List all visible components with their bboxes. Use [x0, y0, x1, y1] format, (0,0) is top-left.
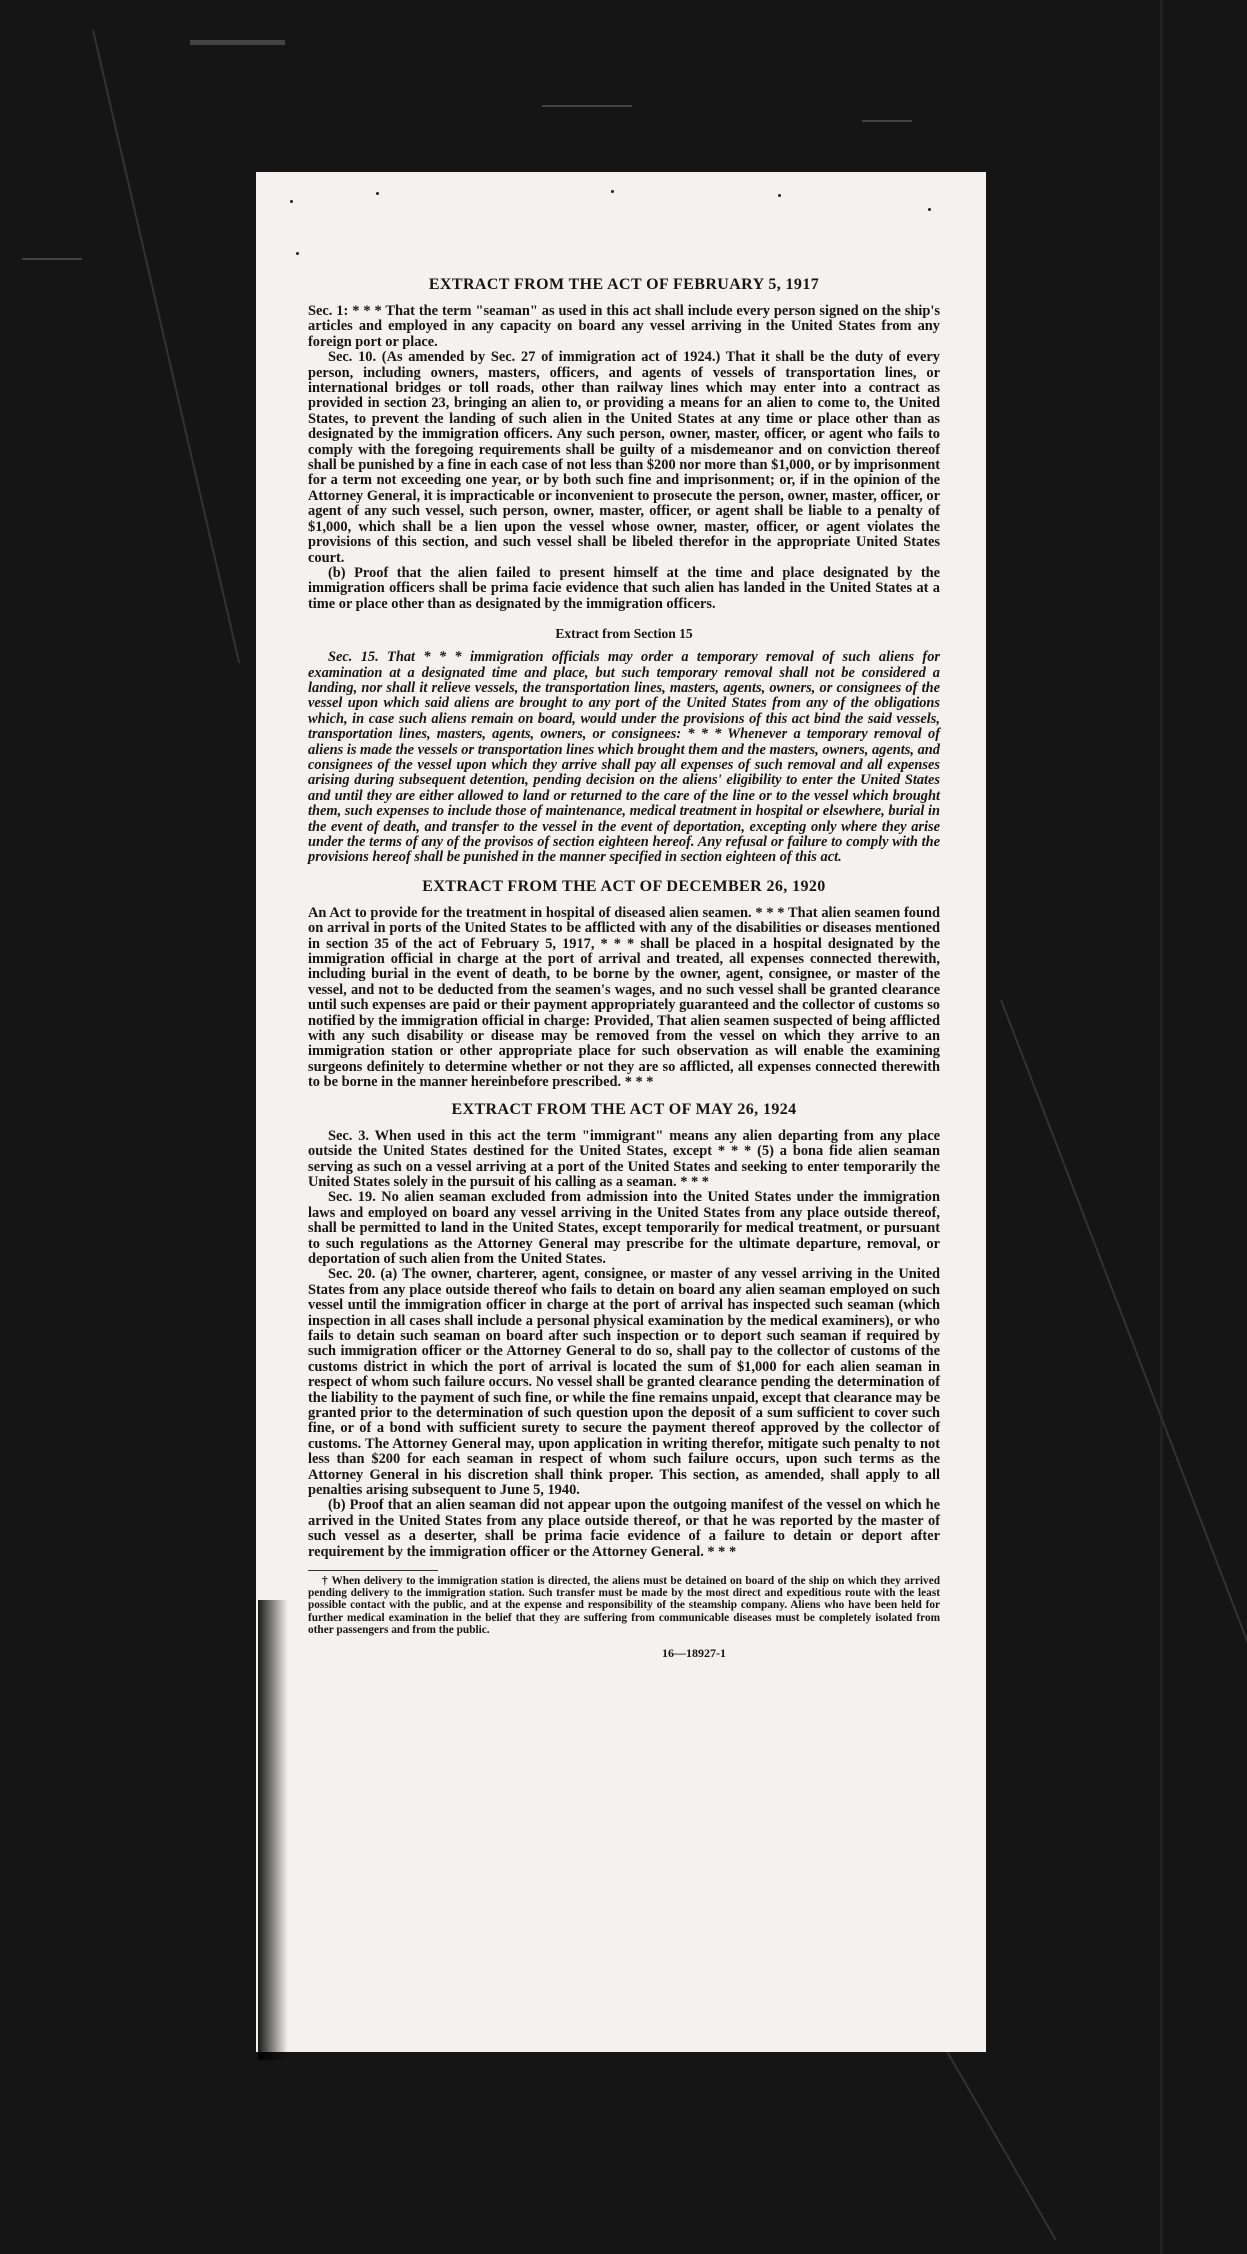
scan-artifact [1000, 999, 1247, 2073]
punch-mark [376, 192, 379, 195]
section-heading: EXTRACT FROM THE ACT OF FEBRUARY 5, 1917 [428, 276, 820, 293]
section-extract-15 [308, 626, 940, 866]
punch-mark [778, 194, 781, 197]
section-heading: EXTRACT FROM THE ACT OF MAY 26, 1924 [451, 1100, 797, 1118]
scan-artifact [945, 2049, 1057, 2241]
paragraph-sec-10: Sec. 10. (As amended by Sec. 27 of immigration act of 1924.) That it shall be the duty of every person, including owners, masters, officers, and agents of vessels of transportation lines, or international bridges or toll roads, other than railway lines which may enter into a contract as provided in section 23, bringing an alien to, or providing a means for an alien to come to, the United States, to prevent the landing of such alien in the United States at any time or place other than as designated by the immigration officers. Any such person, owner, master, officer, or agent who fails to comply with the foregoing requirements shall be guilty of a misdemeanor and on conviction thereof shall be punished by a fine in each case of not less than $200 nor more than $1,000, or by imprisonment for a term not exceeding one year, or by both such fine and imprisonment; or, if in the opinion of the Attorney General, it is impracticable or inconvenient to prosecute the person, owner, master, officer, or agent of any such vessel, such person, owner, master, officer, or agent shall be liable to a penalty of $1,000, which shall be a lien upon the vessel whose owner, master, officer, or agent violates the provisions of this section, and such vessel shall be libeled therefor in the appropriate United States court. [308, 349, 940, 566]
section-subheading: Extract from Section 15 [555, 626, 693, 642]
section-heading: EXTRACT FROM THE ACT OF DECEMBER 26, 1920 [422, 877, 826, 895]
paragraph-sec-3: Sec. 3. When used in this act the term "immigrant" means any alien departing from any place outside the United States destined for the United States, except * * * (5) a bona fide alien seaman serving as such on a vessel arriving at a port of the United States and seeking to enter temporarily the United States solely in the pursuit of his calling as a seaman. * * * [308, 1127, 940, 1190]
form-code: 16—18927-1 [662, 1646, 726, 1661]
punch-mark [611, 190, 614, 193]
scan-artifact [862, 120, 912, 122]
scan-artifact [1160, 0, 1163, 2254]
section-act-1924 [308, 1101, 940, 1560]
scan-artifact [92, 30, 240, 664]
punch-mark [290, 200, 293, 203]
paragraph-sec-10-b: (b) Proof that the alien failed to present himself at the time and place designated by the immigration officers shall be prima facie evidence that such alien has landed in the United States at a time or place other than as designated by the immigration officers. [308, 564, 940, 612]
paragraph-sec-15: Sec. 15. That * * * immigration officials may order a temporary removal of such aliens for examination at a designated time and place, but such temporary removal shall not be considered a landing, nor shall it relieve vessels, the transportation lines, masters, agents, owners, or consignees of the vessel upon which said aliens are brought to any port of the United States from any of the obligations which, in case such aliens remain on board, would under the provisions of this act bind the said vessels, transportation lines, masters, agents, owners, or consignees: * * * Whenever a temporary removal of aliens is made the vessels or transportation lines which brought them and the masters, owners, agents, and consignees of the vessel upon which they arrive shall pay all expenses of such removal and all expenses arising during subsequent detention, pending decision on the aliens' eligibility to enter the United States and until they are either allowed to land or returned to the care of the line or to the vessel which brought them, such expenses to include those of maintenance, medical treatment in hospital or elsewhere, burial in the event of death, and transfer to the vessel in the event of deportation, excepting only where they arise under the terms of any of the provisos of section eighteen hereof. Any refusal or failure to comply with the provisions hereof shall be punished in the manner specified in section eighteen of this act. [308, 649, 940, 866]
paragraph-act-1920: An Act to provide for the treatment in hospital of diseased alien seamen. * * * That alien seamen found on arrival in ports of the United States to be afflicted with any of the disabilities or diseases mentioned in section 35 of the act of February 5, 1917, * * * shall be placed in a hospital designated by the immigration official in charge at the port of arrival and treated, all expenses connected therewith, including burial in the event of death, to be borne by the owner, agent, consignee, or master of the vessel, and not to be deducted from the seamen's wages, and no such vessel shall be granted clearance until such expenses are paid or their payment appropriately guaranteed and the collector of customs so notified by the immigration official in charge: Provided, That alien seamen suspected of being afflicted with any such disability or disease may be removed from the vessel on which they arrive to an immigration station or other appropriate place for such observation as will enable the examining surgeons definitely to determine whether or not they are so afflicted, all expenses connected therewith to be borne in the manner hereinbefore prescribed. * * * [308, 904, 940, 1091]
punch-mark [928, 208, 931, 211]
scan-artifact [190, 40, 285, 45]
footnote: † When delivery to the immigration station is directed, the aliens must be detained on board of the ship on which they arrived pending delivery to the immigration station. Such transfer must be made by the most direct and expeditious route with the least possible contact with the public, and at the expense and responsibility of the steamship company. Aliens who have been held for further medical examination in the belief that they are suffering from communicable diseases must be completely isolated from other passengers and from the public. [308, 1575, 940, 1636]
footnote-divider [308, 1570, 438, 1571]
paragraph-sec-19: Sec. 19. No alien seaman excluded from admission into the United States under the immigration laws and employed on board any vessel arriving in the United States from any place outside thereof, shall be permitted to land in the United States, except temporarily for medical treatment, or pursuant to such regulations as the Attorney General may prescribe for the ultimate departure, removal, or deportation of such alien from the United States. [308, 1189, 940, 1267]
punch-mark [296, 252, 299, 255]
paragraph-sec-1: Sec. 1: * * * That the term "seaman" as used in this act shall include every person signed on the ship's articles and employed in any capacity on board any vessel arriving in the United States from any foreign port or place. [308, 303, 940, 350]
paragraph-sec-20-a: Sec. 20. (a) The owner, charterer, agent, consignee, or master of any vessel arriving in the United States from any place outside thereof who fails to detain on board any alien seaman employed on such vessel until the immigration officer in charge at the port of arrival has inspected such seaman (which inspection in all cases shall include a personal physical examination by the medical examiners), or who fails to detain such seaman on board after such inspection or to deport such seaman if required by such immigration officer or the Attorney General to do so, shall pay to the collector of customs of the customs district in which the port of arrival is located the sum of $1,000 for each alien seaman in respect of whom such failure occurs. No vessel shall be granted clearance pending the determination of the liability to the payment of such fine, or while the fine remains unpaid, except that clearance may be granted prior to the determination of such question upon the deposit of a sum sufficient to cover such fine, or of a bond with sufficient surety to secure the payment thereof approved by the collector of customs. The Attorney General may, upon application in writing therefor, mitigate such penalty to not less than $200 for each seaman in respect of whom such failure occurs, upon such terms as the Attorney General in his discretion shall think proper. This section, as amended, shall apply to all penalties arising subsequent to June 5, 1940. [308, 1266, 940, 1499]
scan-artifact [542, 105, 632, 107]
scan-artifact [22, 258, 82, 260]
section-act-1920 [308, 878, 940, 1091]
page-edge-shadow [258, 1600, 288, 2060]
document-page [256, 172, 986, 2052]
section-act-1917 [308, 276, 940, 612]
paragraph-sec-20-b: (b) Proof that an alien seaman did not appear upon the outgoing manifest of the vessel on which he arrived in the United States from any place outside thereof, or that he was reported by the master of such vessel as a deserter, shall be prima facie evidence of a failure to detain or deport after requirement by the immigration officer or the Attorney General. * * * [308, 1497, 940, 1560]
